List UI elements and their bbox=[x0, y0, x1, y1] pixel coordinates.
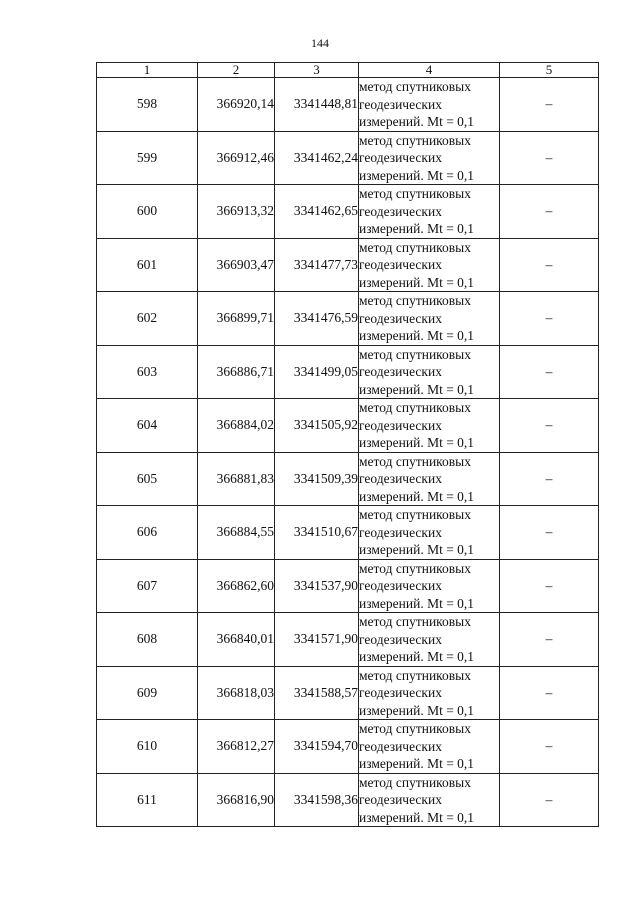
table-row bbox=[97, 345, 599, 399]
method-description bbox=[359, 78, 500, 132]
coordinate-y: 3341571,90 bbox=[275, 613, 359, 667]
method-line: геодезических bbox=[359, 685, 442, 700]
point-number: 610 bbox=[97, 720, 198, 774]
coordinate-y: 3341537,90 bbox=[275, 559, 359, 613]
coordinate-x: 366816,90 bbox=[198, 773, 275, 827]
coordinate-y: 3341462,65 bbox=[275, 185, 359, 239]
coordinate-x: 366840,01 bbox=[198, 613, 275, 667]
coordinate-x: 366886,71 bbox=[198, 345, 275, 399]
method-line: измерений. Mt = 0,1 bbox=[359, 595, 475, 611]
note-dash: – bbox=[500, 506, 599, 560]
point-number: 607 bbox=[97, 559, 198, 613]
page-number: 144 bbox=[311, 36, 329, 50]
coordinate-x: 366912,46 bbox=[198, 131, 275, 185]
point-number: 598 bbox=[97, 78, 198, 132]
header-row bbox=[97, 63, 599, 78]
table-row bbox=[97, 185, 599, 239]
method-line: измерений. Mt = 0,1 bbox=[359, 274, 475, 290]
table-row bbox=[97, 720, 599, 774]
coordinates-table bbox=[96, 62, 599, 827]
header-col-2: 2 bbox=[198, 63, 275, 78]
method-line: метод спутниковых bbox=[359, 453, 471, 469]
coordinate-x: 366913,32 bbox=[198, 185, 275, 239]
note-dash: – bbox=[500, 666, 599, 720]
method-line: измерений. Mt = 0,1 bbox=[359, 649, 475, 664]
method-line: измерений. Mt = 0,1 bbox=[359, 542, 475, 557]
method-line: метод спутниковых bbox=[359, 614, 471, 629]
method-line: геодезических bbox=[359, 578, 442, 593]
table-row bbox=[97, 292, 599, 346]
method-line: геодезических bbox=[359, 364, 442, 379]
point-number: 599 bbox=[97, 131, 198, 185]
table-row bbox=[97, 78, 599, 132]
note-dash: – bbox=[500, 185, 599, 239]
method-description bbox=[359, 399, 500, 453]
coordinate-x: 366884,02 bbox=[198, 399, 275, 453]
method-description bbox=[359, 773, 500, 827]
method-description bbox=[359, 131, 500, 185]
method-line: измерений. Mt = 0,1 bbox=[359, 809, 475, 825]
table-row bbox=[97, 452, 599, 506]
method-line: геодезических bbox=[359, 257, 442, 272]
method-line: метод спутниковых bbox=[359, 667, 471, 683]
method-description bbox=[359, 185, 500, 239]
note-dash: – bbox=[500, 78, 599, 132]
method-line: метод спутниковых bbox=[359, 293, 471, 308]
note-dash: – bbox=[500, 613, 599, 667]
coordinate-y: 3341476,59 bbox=[275, 292, 359, 346]
method-line: метод спутниковых bbox=[359, 721, 471, 736]
method-line: измерений. Mt = 0,1 bbox=[359, 114, 475, 129]
table-row bbox=[97, 773, 599, 827]
method-line: геодезических bbox=[359, 203, 442, 219]
note-dash: – bbox=[500, 773, 599, 827]
method-line: геодезических bbox=[359, 471, 442, 486]
method-line: метод спутниковых bbox=[359, 132, 471, 148]
method-description bbox=[359, 666, 500, 720]
header-col-5: 5 bbox=[500, 63, 599, 78]
method-line: геодезических bbox=[359, 310, 442, 326]
coordinate-y: 3341509,39 bbox=[275, 452, 359, 506]
method-line: измерений. Mt = 0,1 bbox=[359, 381, 475, 397]
note-dash: – bbox=[500, 559, 599, 613]
point-number: 602 bbox=[97, 292, 198, 346]
table-row bbox=[97, 666, 599, 720]
coordinate-y: 3341499,05 bbox=[275, 345, 359, 399]
coordinate-x: 366818,03 bbox=[198, 666, 275, 720]
method-description bbox=[359, 345, 500, 399]
method-line: геодезических bbox=[359, 417, 442, 433]
table-row bbox=[97, 613, 599, 667]
coordinate-y: 3341477,73 bbox=[275, 238, 359, 292]
coordinate-x: 366862,60 bbox=[198, 559, 275, 613]
coordinate-x: 366812,27 bbox=[198, 720, 275, 774]
note-dash: – bbox=[500, 720, 599, 774]
method-line: измерений. Mt = 0,1 bbox=[359, 167, 475, 183]
coordinate-y: 3341505,92 bbox=[275, 399, 359, 453]
method-line: геодезических bbox=[359, 792, 442, 807]
method-line: измерений. Mt = 0,1 bbox=[359, 328, 475, 343]
coordinate-y: 3341510,67 bbox=[275, 506, 359, 560]
method-line: метод спутниковых bbox=[359, 400, 471, 415]
coordinate-x: 366920,14 bbox=[198, 78, 275, 132]
method-line: геодезических bbox=[359, 738, 442, 754]
table-row bbox=[97, 399, 599, 453]
table-body bbox=[97, 78, 599, 827]
note-dash: – bbox=[500, 131, 599, 185]
method-line: измерений. Mt = 0,1 bbox=[359, 221, 475, 236]
table-row bbox=[97, 131, 599, 185]
header-col-4: 4 bbox=[359, 63, 500, 78]
method-line: метод спутниковых bbox=[359, 507, 471, 522]
method-line: метод спутниковых bbox=[359, 560, 471, 576]
point-number: 604 bbox=[97, 399, 198, 453]
coordinate-y: 3341594,70 bbox=[275, 720, 359, 774]
coordinate-x: 366881,83 bbox=[198, 452, 275, 506]
coordinate-y: 3341448,81 bbox=[275, 78, 359, 132]
note-dash: – bbox=[500, 238, 599, 292]
note-dash: – bbox=[500, 399, 599, 453]
table-row bbox=[97, 559, 599, 613]
coordinate-y: 3341588,57 bbox=[275, 666, 359, 720]
coordinate-x: 366899,71 bbox=[198, 292, 275, 346]
point-number: 606 bbox=[97, 506, 198, 560]
coordinate-y: 3341598,36 bbox=[275, 773, 359, 827]
method-description bbox=[359, 506, 500, 560]
method-line: измерений. Mt = 0,1 bbox=[359, 702, 475, 718]
method-description bbox=[359, 238, 500, 292]
method-line: измерений. Mt = 0,1 bbox=[359, 488, 475, 504]
method-line: метод спутниковых bbox=[359, 346, 471, 362]
table-header bbox=[97, 63, 599, 78]
note-dash: – bbox=[500, 345, 599, 399]
point-number: 609 bbox=[97, 666, 198, 720]
coordinate-x: 366903,47 bbox=[198, 238, 275, 292]
point-number: 600 bbox=[97, 185, 198, 239]
coordinate-y: 3341462,24 bbox=[275, 131, 359, 185]
method-line: метод спутниковых bbox=[359, 774, 471, 790]
point-number: 601 bbox=[97, 238, 198, 292]
method-line: геодезических bbox=[359, 96, 442, 112]
point-number: 603 bbox=[97, 345, 198, 399]
table-row bbox=[97, 506, 599, 560]
method-line: измерений. Mt = 0,1 bbox=[359, 756, 475, 771]
method-line: измерений. Mt = 0,1 bbox=[359, 435, 475, 450]
method-line: метод спутниковых bbox=[359, 239, 471, 255]
point-number: 611 bbox=[97, 773, 198, 827]
coordinate-x: 366884,55 bbox=[198, 506, 275, 560]
method-description bbox=[359, 292, 500, 346]
table-row bbox=[97, 238, 599, 292]
method-line: геодезических bbox=[359, 631, 442, 647]
method-description bbox=[359, 452, 500, 506]
method-line: метод спутниковых bbox=[359, 186, 471, 201]
note-dash: – bbox=[500, 452, 599, 506]
header-col-3: 3 bbox=[275, 63, 359, 78]
method-line: геодезических bbox=[359, 524, 442, 540]
method-description bbox=[359, 720, 500, 774]
point-number: 605 bbox=[97, 452, 198, 506]
point-number: 608 bbox=[97, 613, 198, 667]
header-col-1: 1 bbox=[97, 63, 198, 78]
method-description bbox=[359, 559, 500, 613]
method-description bbox=[359, 613, 500, 667]
note-dash: – bbox=[500, 292, 599, 346]
method-line: метод спутниковых bbox=[359, 79, 471, 94]
method-line: геодезических bbox=[359, 150, 442, 165]
